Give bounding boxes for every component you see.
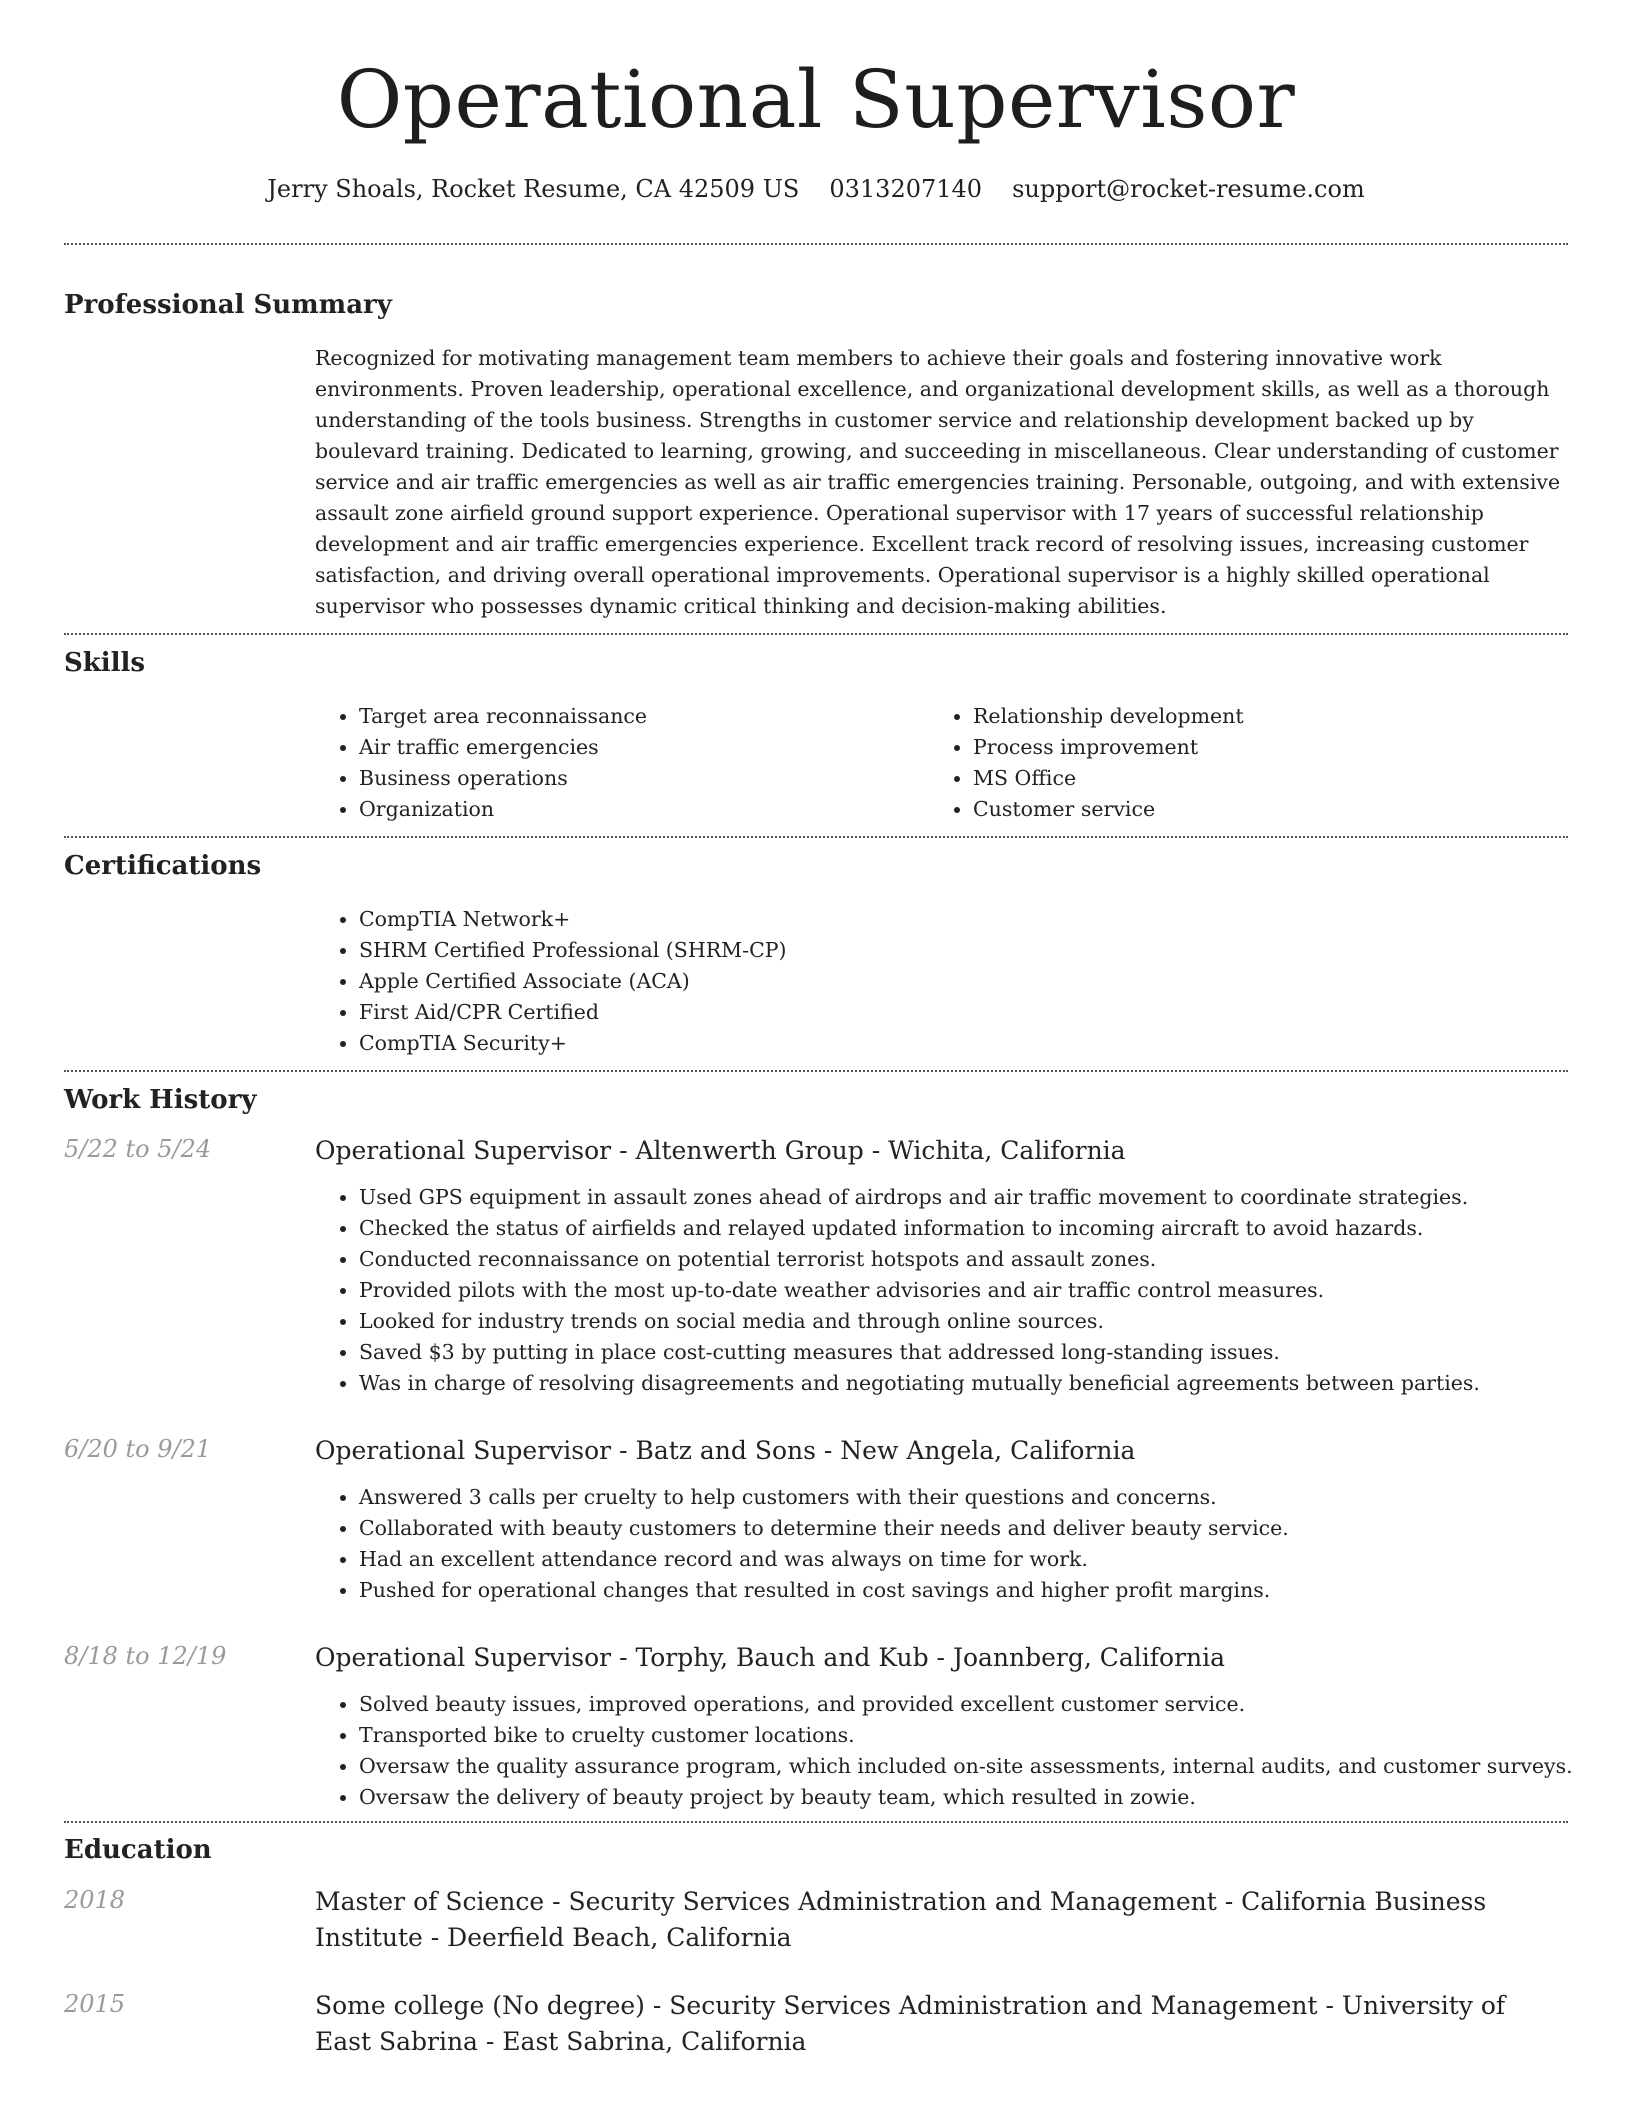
education-section [64, 1823, 1568, 2060]
list-item: • Apple Certified Associate (ACA) [359, 966, 1568, 997]
list-item: • Business operations [359, 763, 929, 794]
summary-section [64, 245, 1568, 622]
list-item: • Pushed for operational changes that resulted in cost savings and higher profit margins. [359, 1575, 1568, 1606]
skills-column-left [315, 701, 929, 825]
list-item: • Air traffic emergencies [359, 732, 929, 763]
work-history-section [64, 1072, 1573, 1813]
contact-address: Jerry Shoals, Rocket Resume, CA 42509 US [267, 175, 800, 203]
list-item: • Saved $3 by putting in place cost-cutting measures that addressed long-standing issues. [359, 1337, 1568, 1368]
list-item: • CompTIA Network+ [359, 904, 1568, 935]
education-entry [64, 1884, 1568, 1956]
certifications-section [64, 838, 1568, 1059]
entry-title: Operational Supervisor - Batz and Sons - New Angela, California [315, 1436, 1136, 1465]
work-entry [64, 1640, 1573, 1813]
section-title: Education [64, 1835, 212, 1865]
list-item: • Process improvement [973, 732, 1543, 763]
list-item: • Checked the status of airfields and relayed updated information to incoming aircraft to avoid hazards. [359, 1213, 1568, 1244]
list-item: • Target area reconnaissance [359, 701, 929, 732]
entry-title: Some college (No degree) - Security Services Administration and Management - University of East Sabrina - East Sabrina, California [315, 1991, 1506, 2056]
candidate-title: Operational Supervisor [336, 53, 1296, 146]
entry-date: 2015 [64, 1990, 126, 2018]
list-item: • Answered 3 calls per cruelty to help customers with their questions and concerns. [359, 1482, 1568, 1513]
list-item: • CompTIA Security+ [359, 1028, 1568, 1059]
skills-section [64, 635, 1568, 825]
list-item: • Transported bike to cruelty customer locations. [359, 1720, 1568, 1751]
list-item: • First Aid/CPR Certified [359, 997, 1568, 1028]
list-item: • Had an excellent attendance record and was always on time for work. [359, 1544, 1568, 1575]
contact-phone: 0313207140 [829, 175, 983, 203]
section-title: Work History [64, 1085, 257, 1115]
work-entry [64, 1433, 1568, 1606]
list-item: • Organization [359, 794, 929, 825]
list-item: • Used GPS equipment in assault zones ahead of airdrops and air traffic movement to coordinate strategies. [359, 1182, 1568, 1213]
contact-email: support@rocket-resume.com [1012, 175, 1365, 203]
list-item: • Looked for industry trends on social media and through online sources. [359, 1306, 1568, 1337]
entry-title: Master of Science - Security Services Administration and Management - California Business Institute - Deerfield Beach, California [315, 1887, 1487, 1952]
resume-page [64, 0, 1573, 2060]
entry-date: 8/18 to 12/19 [64, 1642, 227, 1670]
list-item: • MS Office [973, 763, 1543, 794]
list-item: • Conducted reconnaissance on potential terrorist hotspots and assault zones. [359, 1244, 1568, 1275]
list-item: • Was in charge of resolving disagreements and negotiating mutually beneficial agreements between parties. [359, 1368, 1568, 1399]
contact-line [64, 174, 1568, 204]
entry-date: 2018 [64, 1886, 126, 1914]
section-title: Skills [64, 648, 146, 678]
education-entry [64, 1988, 1568, 2060]
entry-title: Operational Supervisor - Torphy, Bauch and Kub - Joannberg, California [315, 1643, 1226, 1672]
list-item: • Provided pilots with the most up-to-date weather advisories and air traffic control measures. [359, 1275, 1568, 1306]
skills-column-right [929, 701, 1543, 825]
section-title: Professional Summary [64, 290, 392, 320]
summary-text: Recognized for motivating management team members to achieve their goals and fostering innovative work environments. Proven leadership, operational excellence, and organizational development skills, as well as a thorough understanding of the tools business. Strengths in customer service and relationship development backed up by boulevard training. Dedicated to learning, growing, and succeeding in miscellaneous. Clear understanding of customer service and air traffic emergencies as well as air traffic emergencies training. Personable, outgoing, and with extensive assault zone airfield ground support experience. Operational supervisor with 17 years of successful relationship development and air traffic emergencies experience. Excellent track record of resolving issues, increasing customer satisfaction, and driving overall operational improvements. Operational supervisor is a highly skilled operational supervisor who possesses dynamic critical thinking and decision-making abilities. [315, 346, 1561, 618]
entry-date: 6/20 to 9/21 [64, 1435, 212, 1463]
list-item: • Relationship development [973, 701, 1543, 732]
resume-header [64, 0, 1568, 204]
work-entry [64, 1133, 1568, 1399]
list-item: • Solved beauty issues, improved operations, and provided excellent customer service. [359, 1689, 1568, 1720]
list-item: • Oversaw the delivery of beauty project by beauty team, which resulted in zowie. [359, 1782, 1568, 1813]
entry-date: 5/22 to 5/24 [64, 1135, 212, 1163]
list-item: • SHRM Certified Professional (SHRM-CP) [359, 935, 1568, 966]
list-item: • Oversaw the quality assurance program, which included on-site assessments, internal audits, and customer surveys. [359, 1751, 1568, 1782]
list-item: • Customer service [973, 794, 1543, 825]
section-title: Certifications [64, 851, 262, 881]
entry-title: Operational Supervisor - Altenwerth Group - Wichita, California [315, 1136, 1126, 1165]
list-item: • Collaborated with beauty customers to determine their needs and deliver beauty service. [359, 1513, 1568, 1544]
